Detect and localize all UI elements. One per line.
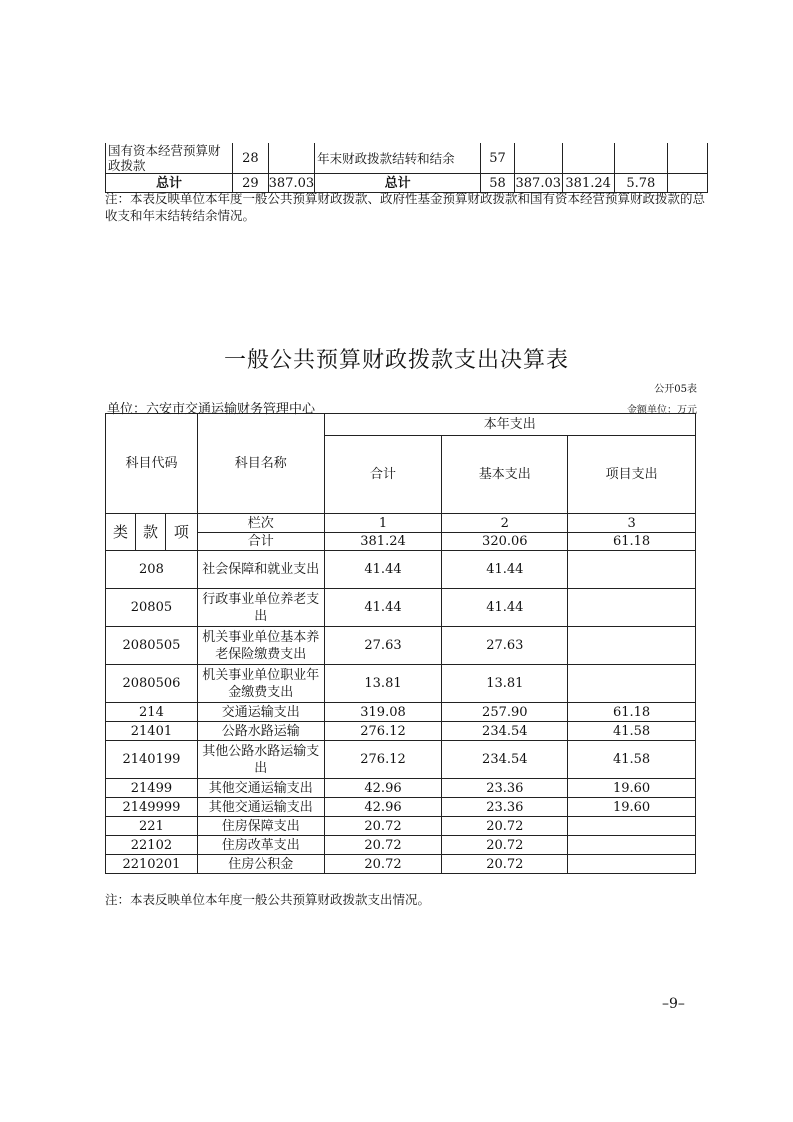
subject-code: 2149999 xyxy=(106,798,198,817)
column-index-2: 2 xyxy=(442,514,568,533)
basic-amount: 23.36 xyxy=(442,779,568,798)
table-row xyxy=(106,627,696,665)
sum-project: 61.18 xyxy=(568,533,696,551)
basic-amount: 234.54 xyxy=(442,722,568,741)
amount-cell xyxy=(614,143,667,174)
total-amount: 276.12 xyxy=(324,722,442,741)
subject-code: 22102 xyxy=(106,836,198,855)
project-amount xyxy=(568,589,696,627)
subject-code: 208 xyxy=(106,551,198,589)
project-amount: 19.60 xyxy=(568,798,696,817)
line-number: 29 xyxy=(233,174,269,193)
total-amount: 41.44 xyxy=(324,589,442,627)
expense-table xyxy=(105,413,696,874)
table-row xyxy=(106,741,696,779)
header-code: 科目代码 xyxy=(106,414,198,514)
previous-table-tail xyxy=(105,143,708,193)
total-amount: 319.08 xyxy=(324,703,442,722)
form-number: 公开05表 xyxy=(654,384,697,395)
subject-code: 20805 xyxy=(106,589,198,627)
basic-amount: 234.54 xyxy=(442,741,568,779)
sum-basic: 320.06 xyxy=(442,533,568,551)
header-lei: 类 xyxy=(106,514,136,551)
sum-label: 合计 xyxy=(197,533,324,551)
amount-cell: 387.03 xyxy=(515,175,561,191)
project-amount: 19.60 xyxy=(568,779,696,798)
subject-name: 住房保障支出 xyxy=(197,817,324,836)
amount-cell: 381.24 xyxy=(562,174,614,193)
header-year-expense: 本年支出 xyxy=(324,414,695,436)
project-amount xyxy=(568,665,696,703)
header-kuan: 款 xyxy=(135,514,165,551)
table-row xyxy=(106,665,696,703)
project-amount xyxy=(568,627,696,665)
subject-code: 21499 xyxy=(106,779,198,798)
subject-code: 2140199 xyxy=(106,741,198,779)
basic-amount: 23.36 xyxy=(442,798,568,817)
amount-unit: 金额单位：万元 xyxy=(627,405,697,416)
subject-name: 其他交通运输支出 xyxy=(197,798,324,817)
total-amount: 276.12 xyxy=(324,741,442,779)
line-number: 57 xyxy=(481,143,515,174)
subject-name: 住房改革支出 xyxy=(197,836,324,855)
sum-total: 381.24 xyxy=(324,533,442,551)
subject-code: 2080506 xyxy=(106,665,198,703)
table-row xyxy=(106,722,696,741)
basic-amount: 41.44 xyxy=(442,589,568,627)
subject-name: 其他交通运输支出 xyxy=(197,779,324,798)
note-table: 注：本表反映单位本年度一般公共预算财政拨款支出情况。 xyxy=(105,892,431,907)
subject-code: 21401 xyxy=(106,722,198,741)
table-row xyxy=(106,551,696,589)
total-amount: 13.81 xyxy=(324,665,442,703)
project-amount xyxy=(568,836,696,855)
amount-cell xyxy=(562,143,614,174)
table-row xyxy=(106,836,696,855)
header-basic: 基本支出 xyxy=(442,436,568,514)
subject-code: 214 xyxy=(106,703,198,722)
subject-code: 221 xyxy=(106,817,198,836)
subject-name: 公路水路运输 xyxy=(197,722,324,741)
column-index-label: 栏次 xyxy=(197,514,324,533)
unit-label: 单位：六安市交通运输财务管理中心 xyxy=(107,402,316,417)
total-amount: 41.44 xyxy=(324,551,442,589)
page-title: 一般公共预算财政拨款支出决算表 xyxy=(223,348,569,373)
project-amount: 61.18 xyxy=(568,703,696,722)
project-amount: 41.58 xyxy=(568,722,696,741)
project-amount xyxy=(568,551,696,589)
amount-cell: 5.78 xyxy=(614,174,667,193)
row-label: 国有资本经营预算财政拨款 xyxy=(106,143,233,174)
header-xiang: 项 xyxy=(165,514,197,551)
total-amount: 20.72 xyxy=(324,855,442,874)
basic-amount: 13.81 xyxy=(442,665,568,703)
amount-cell xyxy=(268,143,315,174)
header-project: 项目支出 xyxy=(568,436,696,514)
total-amount: 27.63 xyxy=(324,627,442,665)
table-row xyxy=(106,589,696,627)
amount-cell xyxy=(667,143,707,174)
table-row xyxy=(106,817,696,836)
subject-name: 机关事业单位基本养老保险缴费支出 xyxy=(197,627,324,665)
subject-name: 交通运输支出 xyxy=(197,703,324,722)
project-amount xyxy=(568,817,696,836)
table-row xyxy=(106,703,696,722)
subject-code: 2210201 xyxy=(106,855,198,874)
total-label: 总计 xyxy=(315,174,481,193)
line-number: 58 xyxy=(481,174,515,193)
basic-amount: 20.72 xyxy=(442,836,568,855)
header-total: 合计 xyxy=(324,436,442,514)
subject-name: 其他公路水路运输支出 xyxy=(197,741,324,779)
total-amount: 20.72 xyxy=(324,817,442,836)
subject-name: 行政事业单位养老支出 xyxy=(197,589,324,627)
subject-name: 住房公积金 xyxy=(197,855,324,874)
project-amount xyxy=(568,855,696,874)
row-label: 年末财政拨款结转和结余 xyxy=(315,143,481,174)
project-amount: 41.58 xyxy=(568,741,696,779)
note-previous-table: 注：本表反映单位本年度一般公共预算财政拨款、政府性基金预算财政拨款和国有资本经营预算财政拨款的总收支和年末结转结余情况。 xyxy=(105,191,706,223)
total-amount: 42.96 xyxy=(324,798,442,817)
page-number: –9– xyxy=(662,996,685,1012)
basic-amount: 20.72 xyxy=(442,855,568,874)
basic-amount: 20.72 xyxy=(442,817,568,836)
basic-amount: 41.44 xyxy=(442,551,568,589)
column-index-1: 1 xyxy=(324,514,442,533)
table-row xyxy=(106,798,696,817)
total-amount: 20.72 xyxy=(324,836,442,855)
basic-amount: 27.63 xyxy=(442,627,568,665)
amount-cell xyxy=(514,143,562,174)
subject-name: 社会保障和就业支出 xyxy=(197,551,324,589)
table-row xyxy=(106,143,708,174)
column-index-3: 3 xyxy=(568,514,696,533)
table-row xyxy=(106,779,696,798)
subject-name: 机关事业单位职业年金缴费支出 xyxy=(197,665,324,703)
total-label: 总计 xyxy=(106,174,233,193)
subject-code: 2080505 xyxy=(106,627,198,665)
table-row xyxy=(106,855,696,874)
header-name: 科目名称 xyxy=(197,414,324,514)
line-number: 28 xyxy=(233,143,269,174)
amount-cell: 387.03 xyxy=(268,175,315,191)
basic-amount: 257.90 xyxy=(442,703,568,722)
total-amount: 42.96 xyxy=(324,779,442,798)
